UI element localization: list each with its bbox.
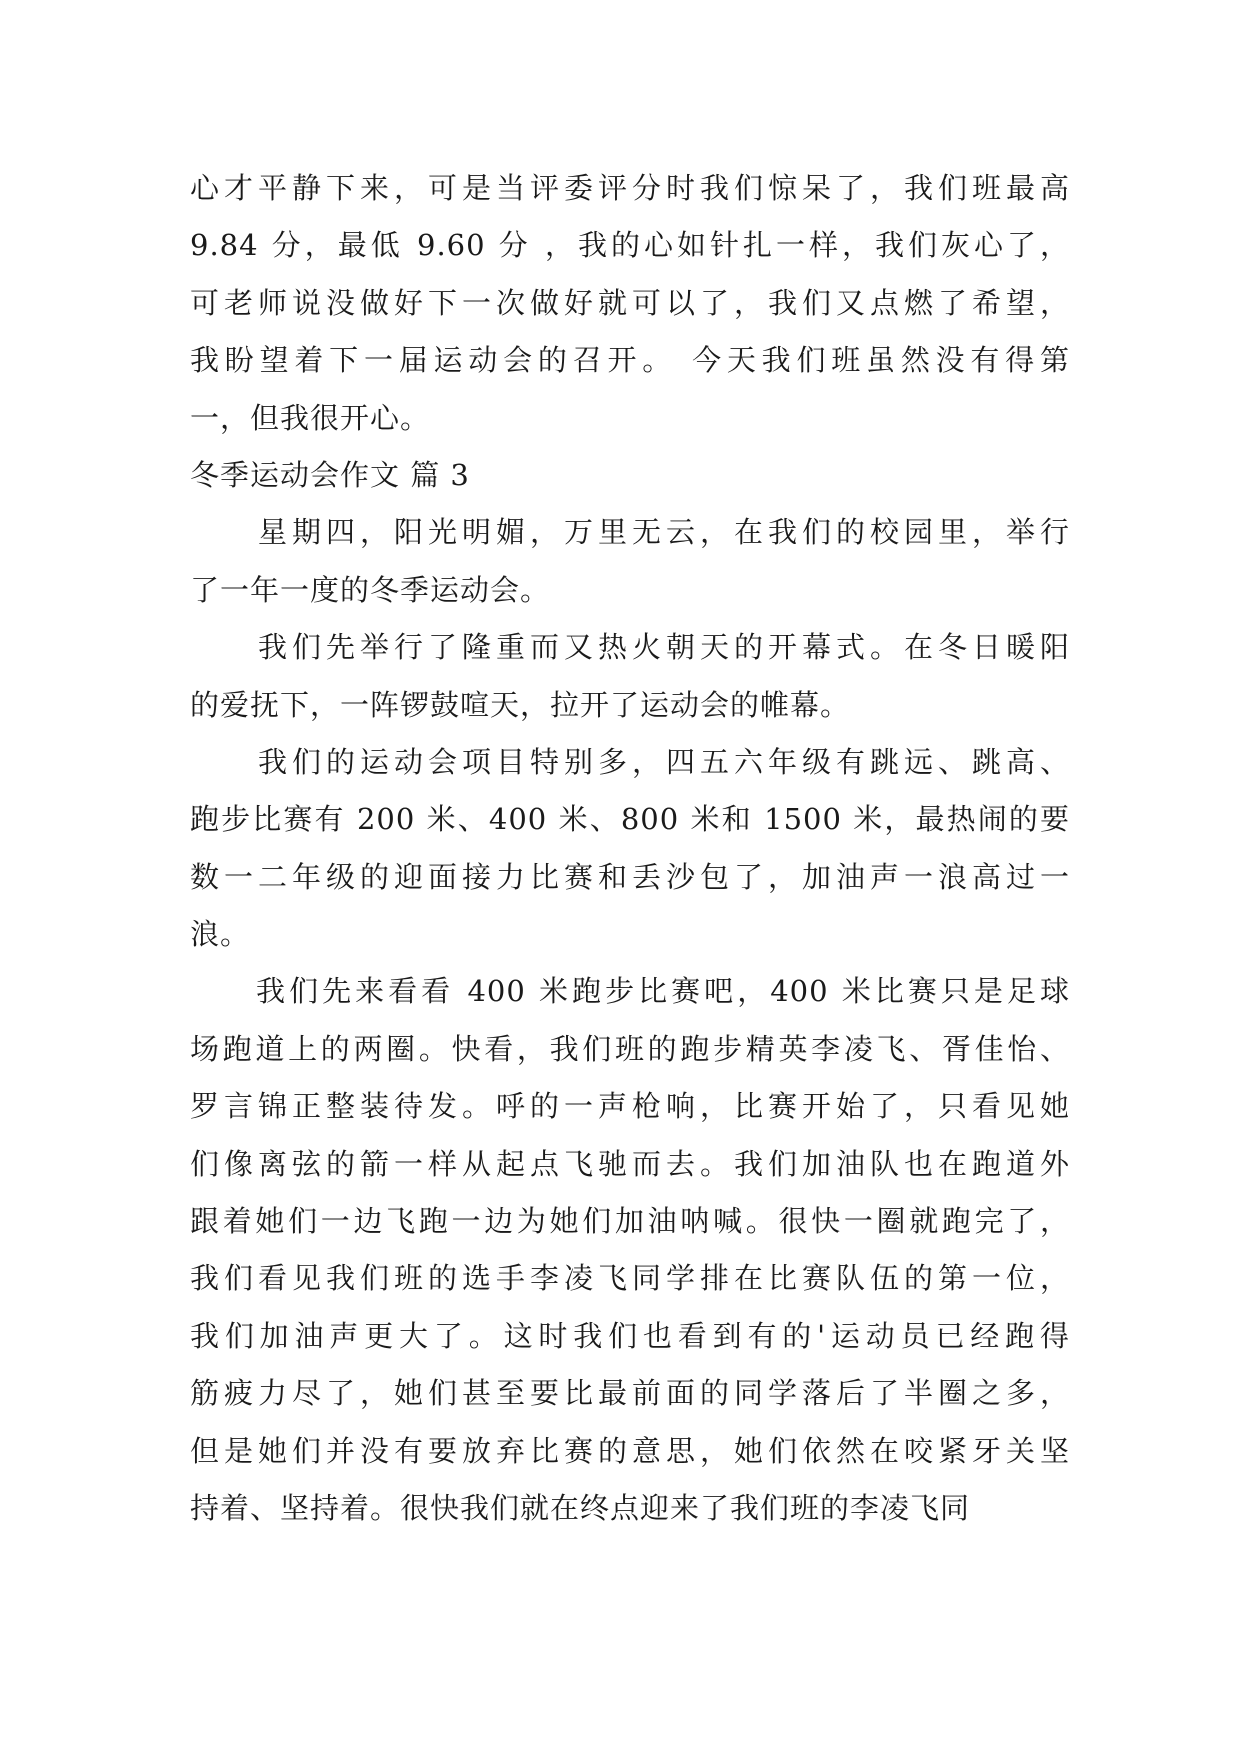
text-line: 一，但我很开心。 <box>190 400 431 435</box>
paragraph <box>190 963 1070 1537</box>
text-line: 星期四，阳光明媚，万里无云，在我们的校园里，举行 <box>190 515 1070 550</box>
text-line: 我们先来看看 400 米跑步比赛吧，400 米比赛只是足球 <box>190 974 1070 1009</box>
text-line: 场跑道上的两圈。快看，我们班的跑步精英李凌飞、胥佳怡、 <box>190 1031 1070 1066</box>
text-line: 9.84 分，最低 9.60 分 ，我的心如针扎一样，我们灰心了， <box>190 228 1070 263</box>
text-line: 我们加油声更大了。这时我们也看到有的'运动员已经跑得 <box>190 1318 1070 1353</box>
text-line: 跟着她们一边飞跑一边为她们加油呐喊。很快一圈就跑完了， <box>190 1204 1070 1239</box>
text-line: 们像离弦的箭一样从起点飞驰而去。我们加油队也在跑道外 <box>190 1146 1070 1181</box>
text-line: 浪。 <box>190 917 251 952</box>
paragraph <box>190 504 1070 619</box>
text-line: 持着、坚持着。很快我们就在终点迎来了我们班的李凌飞同 <box>190 1490 971 1525</box>
text-line: 罗言锦正整装待发。呼的一声枪响，比赛开始了，只看见她 <box>190 1089 1070 1124</box>
document-body <box>190 160 1070 1537</box>
text-line: 数一二年级的迎面接力比赛和丢沙包了，加油声一浪高过一 <box>190 859 1070 894</box>
text-line: 可老师说没做好下一次做好就可以了，我们又点燃了希望， <box>190 285 1070 320</box>
text-line: 我们先举行了隆重而又热火朝天的开幕式。在冬日暖阳 <box>190 630 1070 665</box>
text-line: 筋疲力尽了，她们甚至要比最前面的同学落后了半圈之多， <box>190 1376 1070 1411</box>
text-line: 我盼望着下一届运动会的召开。 今天我们班虽然没有得第 <box>190 343 1070 378</box>
paragraph <box>190 734 1070 964</box>
section-heading <box>190 447 1070 504</box>
paragraph <box>190 160 1070 447</box>
text-line: 冬季运动会作文 篇 3 <box>190 457 470 492</box>
text-line: 但是她们并没有要放弃比赛的意思，她们依然在咬紧牙关坚 <box>190 1433 1070 1468</box>
text-line: 了一年一度的冬季运动会。 <box>190 572 551 607</box>
text-line: 我们看见我们班的选手李凌飞同学排在比赛队伍的第一位， <box>190 1261 1070 1296</box>
text-line: 跑步比赛有 200 米、400 米、800 米和 1500 米，最热闹的要 <box>190 802 1070 837</box>
text-line: 心才平静下来，可是当评委评分时我们惊呆了，我们班最高 <box>190 171 1070 205</box>
paragraph <box>190 619 1070 734</box>
text-line: 的爱抚下，一阵锣鼓喧天，拉开了运动会的帷幕。 <box>190 687 851 722</box>
text-line: 我们的运动会项目特别多，四五六年级有跳远、跳高、 <box>190 744 1070 779</box>
